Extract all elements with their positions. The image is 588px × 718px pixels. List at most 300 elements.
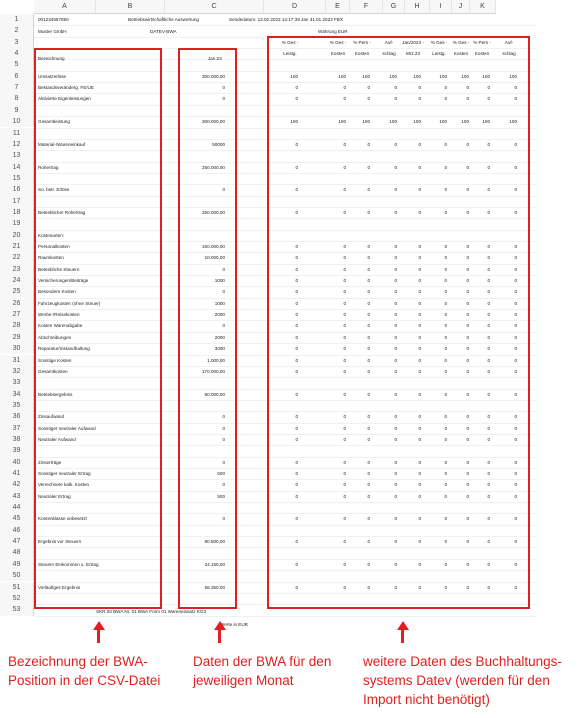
- extra-data-value[interactable]: 0: [514, 471, 517, 476]
- row-header[interactable]: 48: [0, 547, 34, 558]
- row-header[interactable]: 14: [0, 162, 34, 173]
- extra-data-value[interactable]: 0: [514, 96, 517, 102]
- extra-data-value[interactable]: 0: [343, 459, 346, 465]
- extra-data-value[interactable]: 100: [389, 119, 397, 125]
- bwa-position-label[interactable]: Betriebliche Steuern: [38, 266, 80, 272]
- extra-data-value[interactable]: 0: [394, 346, 397, 352]
- bwa-position-label[interactable]: Sonstige Kosten: [38, 357, 72, 363]
- extra-data-value[interactable]: 100: [482, 73, 490, 79]
- bwa-position-label[interactable]: Fahrzeugkosten (ohne Steuer): [38, 300, 101, 306]
- extra-data-value[interactable]: 0: [394, 323, 397, 329]
- extra-data-value[interactable]: 0: [343, 312, 346, 318]
- extra-data-value[interactable]: 0: [487, 357, 490, 363]
- bwa-month-value[interactable]: 0: [222, 459, 225, 465]
- extra-data-value[interactable]: 0: [514, 255, 517, 261]
- bwa-month-value[interactable]: 300.000,00: [202, 73, 225, 79]
- cell-a1[interactable]: 001234567890: [38, 17, 69, 22]
- row-header[interactable]: 47: [0, 536, 34, 547]
- extra-data-value[interactable]: 0: [487, 368, 490, 374]
- extra-data-value[interactable]: 0: [295, 482, 298, 488]
- extra-data-value[interactable]: 100: [413, 119, 421, 125]
- bwa-month-value[interactable]: 0: [222, 323, 225, 329]
- extra-data-value[interactable]: 0: [487, 425, 490, 431]
- extra-data-value[interactable]: 0: [343, 368, 346, 374]
- extra-data-value[interactable]: 0: [487, 266, 490, 272]
- extra-data-value[interactable]: 0: [295, 209, 298, 215]
- extra-data-value[interactable]: 0: [418, 391, 421, 397]
- extra-data-value[interactable]: 0: [367, 85, 370, 91]
- extra-data-value[interactable]: 0: [418, 164, 421, 170]
- extra-header-cell[interactable]: Kosten: [354, 51, 370, 57]
- extra-header-cell[interactable]: Kosten: [330, 51, 346, 57]
- extra-data-value[interactable]: 0: [343, 209, 346, 215]
- column-header-i[interactable]: I: [430, 0, 452, 14]
- row-header[interactable]: 32: [0, 366, 34, 377]
- extra-data-value[interactable]: 0: [466, 289, 469, 295]
- bwa-month-value[interactable]: 0: [222, 85, 225, 91]
- extra-data-value[interactable]: 0: [418, 85, 421, 91]
- extra-data-value[interactable]: 0: [295, 141, 298, 147]
- extra-data-value[interactable]: 0: [514, 425, 517, 431]
- extra-data-value[interactable]: 0: [418, 493, 421, 499]
- bwa-month-value[interactable]: 250.000,00: [202, 209, 225, 215]
- extra-data-value[interactable]: 0: [343, 561, 346, 567]
- extra-data-value[interactable]: 0: [444, 164, 447, 170]
- extra-data-value[interactable]: 0: [466, 368, 469, 374]
- bwa-position-label[interactable]: Gesamtkosten: [38, 368, 68, 374]
- extra-data-value[interactable]: 0: [466, 357, 469, 363]
- cell-b52-footer[interactable]: SKR 03 BWA Nr. 01 BWA Form 01 Wareneinsatz KG3: [96, 609, 207, 614]
- column-header-k[interactable]: K: [470, 0, 496, 14]
- bwa-position-label[interactable]: Betrieblicher Rohertrag: [38, 209, 86, 215]
- extra-header-cell[interactable]: % Ges -: [329, 39, 347, 45]
- extra-header-cell[interactable]: Auf-: [504, 39, 514, 45]
- extra-data-value[interactable]: 100: [439, 73, 447, 79]
- extra-data-value[interactable]: 0: [367, 516, 370, 522]
- extra-data-value[interactable]: 0: [466, 85, 469, 91]
- extra-data-value[interactable]: 0: [487, 244, 490, 249]
- extra-data-value[interactable]: 0: [444, 278, 447, 284]
- extra-data-value[interactable]: 0: [295, 334, 298, 340]
- extra-data-value[interactable]: 0: [343, 482, 346, 488]
- extra-data-value[interactable]: 0: [295, 425, 298, 431]
- bwa-position-label[interactable]: Zinserträge: [38, 459, 62, 465]
- bwa-position-label[interactable]: Material-/Wareneinkauf: [38, 141, 86, 147]
- cell-b4[interactable]: Jan 23: [208, 56, 222, 61]
- extra-data-value[interactable]: 0: [394, 266, 397, 272]
- cell-b53-footer[interactable]: Werte in EUR: [220, 622, 248, 627]
- extra-data-value[interactable]: 0: [514, 209, 517, 215]
- extra-data-value[interactable]: 0: [343, 323, 346, 329]
- extra-data-value[interactable]: 0: [418, 471, 421, 476]
- bwa-month-value[interactable]: 80.500,00: [204, 539, 225, 545]
- extra-data-value[interactable]: 0: [444, 471, 447, 476]
- extra-data-value[interactable]: 100: [290, 73, 298, 79]
- bwa-month-value[interactable]: 300.000,00: [202, 119, 225, 125]
- extra-data-value[interactable]: 0: [295, 266, 298, 272]
- extra-data-value[interactable]: 0: [514, 278, 517, 284]
- extra-data-value[interactable]: 0: [295, 164, 298, 170]
- extra-data-value[interactable]: 0: [295, 539, 298, 545]
- cell-a4[interactable]: Bezeichnung: [38, 56, 65, 61]
- extra-data-value[interactable]: 0: [394, 414, 397, 420]
- extra-data-value[interactable]: 0: [444, 414, 447, 420]
- extra-header-cell[interactable]: % Ges -: [281, 39, 299, 45]
- extra-data-value[interactable]: 0: [343, 414, 346, 420]
- extra-data-value[interactable]: 0: [394, 493, 397, 499]
- extra-data-value[interactable]: 0: [394, 584, 397, 590]
- extra-data-value[interactable]: 0: [418, 266, 421, 272]
- bwa-month-value[interactable]: 150.000,00: [202, 244, 225, 249]
- extra-data-value[interactable]: 100: [338, 119, 346, 125]
- extra-data-value[interactable]: 0: [487, 187, 490, 193]
- extra-data-value[interactable]: 0: [394, 244, 397, 249]
- extra-data-value[interactable]: 0: [444, 300, 447, 306]
- extra-data-value[interactable]: 0: [367, 141, 370, 147]
- extra-data-value[interactable]: 0: [394, 516, 397, 522]
- row-header[interactable]: 15: [0, 173, 34, 184]
- extra-data-value[interactable]: 0: [295, 391, 298, 397]
- extra-data-value[interactable]: 0: [487, 255, 490, 261]
- row-header[interactable]: 45: [0, 513, 34, 524]
- row-header[interactable]: 43: [0, 491, 34, 502]
- extra-data-value[interactable]: 0: [367, 493, 370, 499]
- extra-data-value[interactable]: 0: [343, 539, 346, 545]
- extra-data-value[interactable]: 0: [487, 312, 490, 318]
- row-header[interactable]: 40: [0, 457, 34, 468]
- bwa-month-value[interactable]: 56.350,00: [204, 584, 225, 590]
- extra-data-value[interactable]: 0: [418, 561, 421, 567]
- extra-data-value[interactable]: 0: [367, 482, 370, 488]
- extra-data-value[interactable]: 0: [343, 85, 346, 91]
- extra-data-value[interactable]: 100: [482, 119, 490, 125]
- extra-data-value[interactable]: 0: [343, 471, 346, 476]
- extra-data-value[interactable]: 0: [343, 289, 346, 295]
- row-header[interactable]: 35: [0, 400, 34, 411]
- row-header[interactable]: 41: [0, 468, 34, 479]
- extra-data-value[interactable]: 0: [343, 425, 346, 431]
- row-header[interactable]: 44: [0, 502, 34, 513]
- extra-header-cell[interactable]: schlag: [382, 51, 396, 57]
- extra-data-value[interactable]: 0: [295, 357, 298, 363]
- bwa-month-value[interactable]: 0: [222, 266, 225, 272]
- extra-data-value[interactable]: 0: [367, 539, 370, 545]
- bwa-position-label[interactable]: Aktivierte Eigenleistungen: [38, 96, 91, 102]
- bwa-position-label[interactable]: Verrechnete kalk. Kosten: [38, 482, 90, 488]
- extra-data-value[interactable]: 0: [487, 346, 490, 352]
- extra-data-value[interactable]: 0: [343, 255, 346, 261]
- bwa-position-label[interactable]: Versicherungen/Beiträge: [38, 278, 89, 284]
- extra-data-value[interactable]: 0: [487, 300, 490, 306]
- extra-data-value[interactable]: 0: [367, 459, 370, 465]
- extra-data-value[interactable]: 0: [444, 209, 447, 215]
- extra-data-value[interactable]: 0: [394, 436, 397, 442]
- extra-data-value[interactable]: 0: [444, 493, 447, 499]
- column-header-b[interactable]: B: [96, 0, 165, 14]
- row-header[interactable]: 1: [0, 14, 34, 25]
- row-header[interactable]: 31: [0, 355, 34, 366]
- row-header[interactable]: 16: [0, 184, 34, 195]
- bwa-month-value[interactable]: 170.000,00: [202, 368, 225, 374]
- row-header[interactable]: 21: [0, 241, 34, 252]
- row-header[interactable]: 52: [0, 593, 34, 604]
- extra-data-value[interactable]: 0: [418, 323, 421, 329]
- row-header[interactable]: 33: [0, 377, 34, 388]
- extra-data-value[interactable]: 0: [418, 346, 421, 352]
- extra-data-value[interactable]: 0: [343, 391, 346, 397]
- bwa-month-value[interactable]: 1.000,00: [207, 357, 225, 363]
- extra-header-cell[interactable]: Leistg.: [432, 51, 446, 57]
- extra-data-value[interactable]: 0: [444, 255, 447, 261]
- extra-header-cell[interactable]: Auf-: [384, 39, 394, 45]
- extra-data-value[interactable]: 0: [466, 516, 469, 522]
- bwa-month-value[interactable]: 0: [222, 482, 225, 488]
- extra-data-value[interactable]: 0: [487, 539, 490, 545]
- extra-data-value[interactable]: 0: [394, 368, 397, 374]
- extra-data-value[interactable]: 0: [418, 368, 421, 374]
- extra-data-value[interactable]: 0: [343, 300, 346, 306]
- bwa-position-label[interactable]: Kosten Warenabgabe: [38, 323, 83, 329]
- extra-data-value[interactable]: 0: [367, 584, 370, 590]
- extra-data-value[interactable]: 0: [343, 346, 346, 352]
- extra-data-value[interactable]: 0: [295, 561, 298, 567]
- extra-data-value[interactable]: 0: [295, 493, 298, 499]
- extra-data-value[interactable]: 0: [418, 96, 421, 102]
- extra-data-value[interactable]: 0: [367, 436, 370, 442]
- column-header-j[interactable]: J: [452, 0, 470, 14]
- extra-data-value[interactable]: 0: [295, 346, 298, 352]
- extra-header-cell[interactable]: schlag: [502, 51, 516, 57]
- extra-data-value[interactable]: 0: [514, 85, 517, 91]
- cell-a2[interactable]: Muster GmbH: [38, 29, 67, 34]
- row-header[interactable]: 24: [0, 275, 34, 286]
- extra-data-value[interactable]: 0: [343, 164, 346, 170]
- extra-data-value[interactable]: 0: [514, 493, 517, 499]
- extra-data-value[interactable]: 0: [343, 244, 346, 249]
- extra-data-value[interactable]: 0: [394, 334, 397, 340]
- extra-data-value[interactable]: 0: [418, 255, 421, 261]
- extra-data-value[interactable]: 0: [514, 561, 517, 567]
- extra-data-value[interactable]: 0: [295, 516, 298, 522]
- extra-data-value[interactable]: 0: [514, 584, 517, 590]
- extra-data-value[interactable]: 0: [394, 561, 397, 567]
- bwa-month-value[interactable]: 1000: [214, 278, 225, 284]
- extra-data-value[interactable]: 0: [514, 244, 517, 249]
- bwa-position-label[interactable]: Umsatzerlöse: [38, 73, 67, 79]
- extra-data-value[interactable]: 0: [444, 334, 447, 340]
- extra-data-value[interactable]: 0: [394, 187, 397, 193]
- extra-data-value[interactable]: 0: [466, 436, 469, 442]
- extra-data-value[interactable]: 0: [367, 346, 370, 352]
- extra-data-value[interactable]: 0: [367, 368, 370, 374]
- extra-header-cell[interactable]: % Pers -: [473, 39, 491, 45]
- column-header-h[interactable]: H: [405, 0, 430, 14]
- row-header[interactable]: 8: [0, 93, 34, 104]
- row-header[interactable]: 23: [0, 264, 34, 275]
- extra-data-value[interactable]: 0: [343, 334, 346, 340]
- extra-data-value[interactable]: 0: [466, 96, 469, 102]
- extra-data-value[interactable]: 0: [444, 482, 447, 488]
- row-header[interactable]: 50: [0, 570, 34, 581]
- extra-data-value[interactable]: 0: [466, 482, 469, 488]
- extra-data-value[interactable]: 0: [343, 516, 346, 522]
- extra-data-value[interactable]: 0: [514, 289, 517, 295]
- extra-data-value[interactable]: 0: [394, 289, 397, 295]
- extra-data-value[interactable]: 0: [418, 584, 421, 590]
- extra-data-value[interactable]: 0: [514, 391, 517, 397]
- column-header-c[interactable]: C: [165, 0, 264, 14]
- bwa-position-label[interactable]: Sonstiger neutraler Ertrag: [38, 471, 91, 476]
- extra-data-value[interactable]: 0: [466, 459, 469, 465]
- bwa-position-label[interactable]: Besondere Kosten: [38, 289, 76, 295]
- extra-data-value[interactable]: 0: [487, 493, 490, 499]
- extra-data-value[interactable]: 0: [487, 85, 490, 91]
- extra-data-value[interactable]: 0: [367, 357, 370, 363]
- row-header[interactable]: 49: [0, 559, 34, 570]
- extra-data-value[interactable]: 0: [444, 561, 447, 567]
- extra-data-value[interactable]: 0: [367, 414, 370, 420]
- bwa-position-label[interactable]: Rohertrag: [38, 164, 59, 170]
- row-header[interactable]: 4: [0, 48, 34, 59]
- extra-data-value[interactable]: 0: [367, 244, 370, 249]
- extra-data-value[interactable]: 0: [514, 436, 517, 442]
- bwa-position-label[interactable]: Zinsaufwand: [38, 414, 65, 420]
- bwa-position-label[interactable]: Sonstiger neutraler Aufwand: [38, 425, 96, 431]
- extra-data-value[interactable]: 0: [418, 516, 421, 522]
- bwa-month-value[interactable]: 0: [222, 516, 225, 522]
- extra-data-value[interactable]: 0: [367, 266, 370, 272]
- extra-data-value[interactable]: 100: [389, 73, 397, 79]
- extra-data-value[interactable]: 0: [295, 187, 298, 193]
- extra-data-value[interactable]: 0: [487, 278, 490, 284]
- extra-data-value[interactable]: 0: [394, 459, 397, 465]
- row-header[interactable]: 6: [0, 71, 34, 82]
- extra-data-value[interactable]: 0: [418, 436, 421, 442]
- extra-data-value[interactable]: 0: [514, 539, 517, 545]
- bwa-position-label[interactable]: Neutraler Ertrag: [38, 493, 71, 499]
- extra-data-value[interactable]: 0: [394, 425, 397, 431]
- extra-data-value[interactable]: 0: [418, 312, 421, 318]
- row-header[interactable]: 27: [0, 309, 34, 320]
- bwa-position-label[interactable]: Neutraler Aufwand: [38, 436, 76, 442]
- cell-b1[interactable]: Betriebswirtschaftliche Auswertung: [128, 17, 199, 22]
- extra-data-value[interactable]: 0: [487, 141, 490, 147]
- extra-data-value[interactable]: 0: [394, 278, 397, 284]
- extra-data-value[interactable]: 0: [295, 368, 298, 374]
- extra-data-value[interactable]: 0: [444, 244, 447, 249]
- extra-data-value[interactable]: 0: [367, 312, 370, 318]
- extra-data-value[interactable]: 0: [295, 312, 298, 318]
- extra-data-value[interactable]: 0: [295, 414, 298, 420]
- bwa-position-label[interactable]: Vorläufiges Ergebnis: [38, 584, 81, 590]
- extra-data-value[interactable]: 0: [514, 266, 517, 272]
- extra-data-value[interactable]: 0: [466, 334, 469, 340]
- row-header[interactable]: 17: [0, 196, 34, 207]
- extra-data-value[interactable]: 0: [343, 278, 346, 284]
- extra-header-cell[interactable]: % Ges -: [430, 39, 448, 45]
- extra-data-value[interactable]: 0: [514, 357, 517, 363]
- bwa-month-value[interactable]: 0: [222, 414, 225, 420]
- extra-data-value[interactable]: 0: [295, 436, 298, 442]
- column-header-e[interactable]: E: [326, 0, 350, 14]
- extra-data-value[interactable]: 0: [418, 187, 421, 193]
- row-header[interactable]: 3: [0, 37, 34, 48]
- row-header[interactable]: 42: [0, 479, 34, 490]
- extra-data-value[interactable]: 0: [514, 300, 517, 306]
- bwa-position-label[interactable]: So. betr. Erlöse: [38, 187, 70, 193]
- extra-data-value[interactable]: 0: [295, 300, 298, 306]
- bwa-month-value[interactable]: 0: [222, 187, 225, 193]
- extra-data-value[interactable]: 0: [514, 334, 517, 340]
- bwa-month-value[interactable]: 0: [222, 96, 225, 102]
- extra-data-value[interactable]: 0: [487, 391, 490, 397]
- extra-data-value[interactable]: 0: [466, 141, 469, 147]
- extra-data-value[interactable]: 0: [444, 459, 447, 465]
- extra-data-value[interactable]: 0: [487, 436, 490, 442]
- extra-data-value[interactable]: 0: [466, 584, 469, 590]
- extra-data-value[interactable]: 0: [487, 209, 490, 215]
- extra-data-value[interactable]: 0: [487, 323, 490, 329]
- extra-data-value[interactable]: 0: [295, 584, 298, 590]
- extra-data-value[interactable]: 0: [487, 459, 490, 465]
- extra-data-value[interactable]: 0: [487, 334, 490, 340]
- extra-data-value[interactable]: 0: [514, 459, 517, 465]
- extra-data-value[interactable]: 0: [295, 289, 298, 295]
- bwa-month-value[interactable]: 2000: [214, 334, 225, 340]
- row-header[interactable]: 28: [0, 320, 34, 331]
- row-header[interactable]: 36: [0, 411, 34, 422]
- extra-data-value[interactable]: 0: [444, 187, 447, 193]
- extra-data-value[interactable]: 0: [367, 391, 370, 397]
- extra-data-value[interactable]: 0: [444, 357, 447, 363]
- extra-data-value[interactable]: 0: [394, 312, 397, 318]
- cell-b2[interactable]: DATEV-BWA: [150, 29, 177, 34]
- extra-data-value[interactable]: 0: [487, 584, 490, 590]
- row-header[interactable]: 12: [0, 139, 34, 150]
- extra-data-value[interactable]: 100: [290, 119, 298, 125]
- extra-data-value[interactable]: 0: [418, 539, 421, 545]
- extra-data-value[interactable]: 0: [444, 266, 447, 272]
- extra-data-value[interactable]: 0: [466, 209, 469, 215]
- bwa-month-value[interactable]: 0: [222, 425, 225, 431]
- extra-data-value[interactable]: 0: [394, 96, 397, 102]
- extra-data-value[interactable]: 0: [514, 323, 517, 329]
- extra-data-value[interactable]: 0: [343, 96, 346, 102]
- extra-data-value[interactable]: 0: [418, 482, 421, 488]
- extra-data-value[interactable]: 0: [444, 85, 447, 91]
- bwa-position-label[interactable]: Ergebnis vor Steuern: [38, 539, 82, 545]
- row-header[interactable]: 30: [0, 343, 34, 354]
- extra-data-value[interactable]: 0: [394, 209, 397, 215]
- bwa-month-value[interactable]: 0: [222, 289, 225, 295]
- extra-data-value[interactable]: 0: [466, 391, 469, 397]
- extra-data-value[interactable]: 0: [418, 278, 421, 284]
- row-header[interactable]: 10: [0, 116, 34, 127]
- extra-data-value[interactable]: 0: [444, 436, 447, 442]
- row-header[interactable]: 34: [0, 389, 34, 400]
- extra-header-cell[interactable]: Kosten: [474, 51, 490, 57]
- extra-data-value[interactable]: 0: [295, 323, 298, 329]
- extra-data-value[interactable]: 0: [466, 255, 469, 261]
- row-header[interactable]: 20: [0, 230, 34, 241]
- extra-data-value[interactable]: 0: [394, 141, 397, 147]
- extra-data-value[interactable]: 0: [466, 278, 469, 284]
- extra-data-value[interactable]: 100: [439, 119, 447, 125]
- extra-data-value[interactable]: 0: [514, 164, 517, 170]
- extra-data-value[interactable]: 0: [444, 141, 447, 147]
- extra-data-value[interactable]: 0: [367, 187, 370, 193]
- extra-data-value[interactable]: 100: [338, 73, 346, 79]
